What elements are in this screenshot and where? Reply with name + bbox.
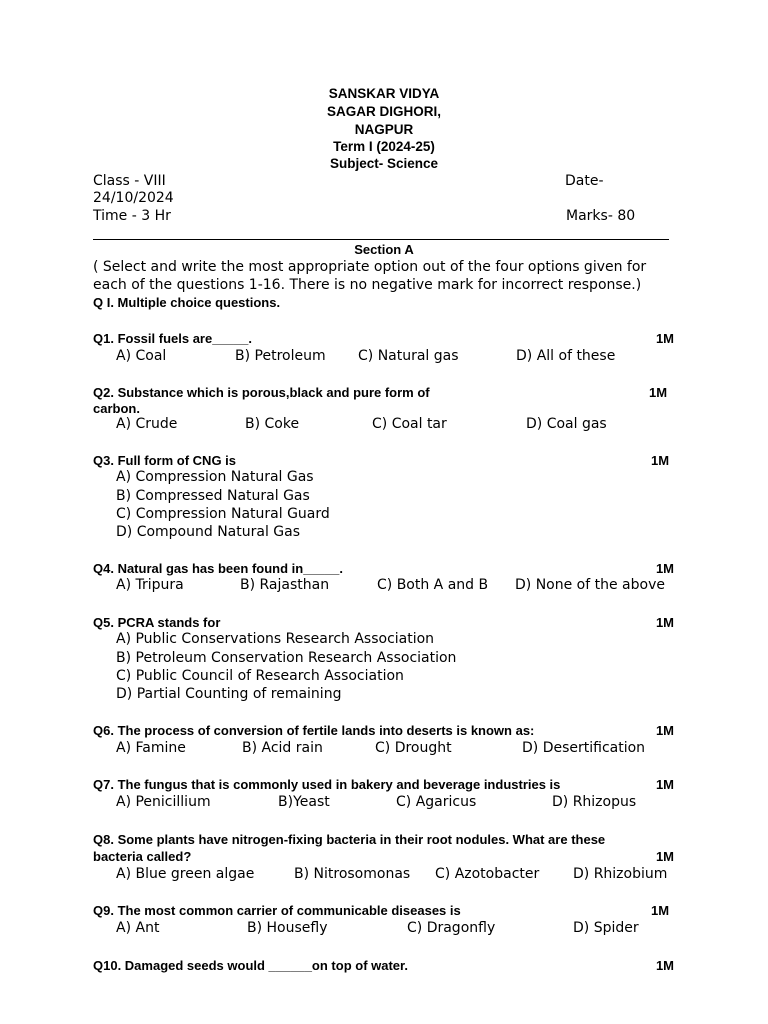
question-2: Q2. Substance which is porous,black and pure form of [93,385,430,400]
q7-option-a: A) Penicillium [116,794,211,810]
q8-option-b: B) Nitrosomonas [294,866,411,882]
q4-option-b: B) Rajasthan [240,577,330,593]
q9-option-c: C) Dragonfly [407,920,496,936]
section-title: Section A [354,242,414,257]
q8-option-d: D) Rhizobium [573,866,668,882]
q6-option-c: C) Drought [375,740,452,756]
q5-option-a: A) Public Conservations Research Association [116,631,435,647]
question-8: Q8. Some plants have nitrogen-fixing bacteria in their root nodules. What are these [93,832,606,847]
exam-term: Term I (2024-25) [333,139,435,154]
question-7-marks: 1M [655,777,674,792]
q1-option-b: B) Petroleum [235,348,326,364]
instruction-line2: each of the questions 1-16. There is no negative mark for incorrect response.) [93,277,642,293]
question-3: Q3. Full form of CNG is [93,453,237,468]
question-10: Q10. Damaged seeds would ______on top of water. [93,958,408,973]
question-2-continued: carbon. [93,401,140,416]
date-label: Date- [565,173,604,189]
question-5: Q5. PCRA stands for [93,615,221,630]
q9-option-a: A) Ant [116,920,160,936]
q2-option-c: C) Coal tar [372,416,447,432]
q6-option-d: D) Desertification [522,740,646,756]
q2-option-a: A) Crude [116,416,178,432]
q6-option-a: A) Famine [116,740,186,756]
header-divider [93,239,669,240]
instruction-line1: ( Select and write the most appropriate option out of the four options given for [93,259,647,275]
q7-option-d: D) Rhizopus [552,794,637,810]
q5-option-b: B) Petroleum Conservation Research Association [116,650,457,666]
q3-option-d: D) Compound Natural Gas [116,524,301,540]
q1-option-c: C) Natural gas [358,348,459,364]
question-4: Q4. Natural gas has been found in_____. [93,561,343,576]
question-5-marks: 1M [655,615,674,630]
class-label: Class - VIII [93,173,166,189]
question-1-marks: 1M [655,331,674,346]
question-3-marks: 1M [651,453,670,468]
exam-subject: Subject- Science [329,156,439,171]
school-city: NAGPUR [354,122,414,137]
date-value: 24/10/2024 [93,190,174,206]
question-6-marks: 1M [655,723,674,738]
q5-option-c: C) Public Council of Research Association [116,668,404,684]
q4-option-c: C) Both A and B [377,577,489,593]
q3-option-a: A) Compression Natural Gas [116,469,314,485]
q8-option-c: C) Azotobacter [435,866,540,882]
q2-option-b: B) Coke [245,416,300,432]
question-2-marks: 1M [649,385,668,400]
q6-option-b: B) Acid rain [242,740,323,756]
q5-option-d: D) Partial Counting of remaining [116,686,342,702]
question-7: Q7. The fungus that is commonly used in bakery and beverage industries is [93,777,561,792]
q9-option-b: B) Housefly [247,920,328,936]
q4-option-d: D) None of the above [515,577,665,593]
question-1: Q1. Fossil fuels are_____. [93,331,252,346]
question-9: Q9. The most common carrier of communicable diseases is [93,903,461,918]
q9-option-d: D) Spider [573,920,639,936]
q4-option-a: A) Tripura [116,577,184,593]
question-9-marks: 1M [651,903,670,918]
question-8-marks: 1M [655,849,674,864]
q3-option-c: C) Compression Natural Guard [116,506,330,522]
question-4-marks: 1M [655,561,674,576]
q2-option-d: D) Coal gas [526,416,607,432]
question-8-continued: bacteria called? [93,849,192,864]
marks-label: Marks- 80 [566,208,636,224]
q1-option-d: D) All of these [516,348,616,364]
q7-option-b: B)Yeast [278,794,330,810]
school-name-line2: SAGAR DIGHORI, [326,104,441,119]
time-label: Time - 3 Hr [93,208,171,224]
q7-option-c: C) Agaricus [396,794,477,810]
q3-option-b: B) Compressed Natural Gas [116,488,310,504]
q8-option-a: A) Blue green algae [116,866,255,882]
question-10-marks: 1M [655,958,674,973]
school-name-line1: SANSKAR VIDYA [328,86,440,101]
q1-option-a: A) Coal [116,348,167,364]
section-subtitle: Q I. Multiple choice questions. [93,295,281,310]
question-6: Q6. The process of conversion of fertile lands into deserts is known as: [93,723,535,738]
